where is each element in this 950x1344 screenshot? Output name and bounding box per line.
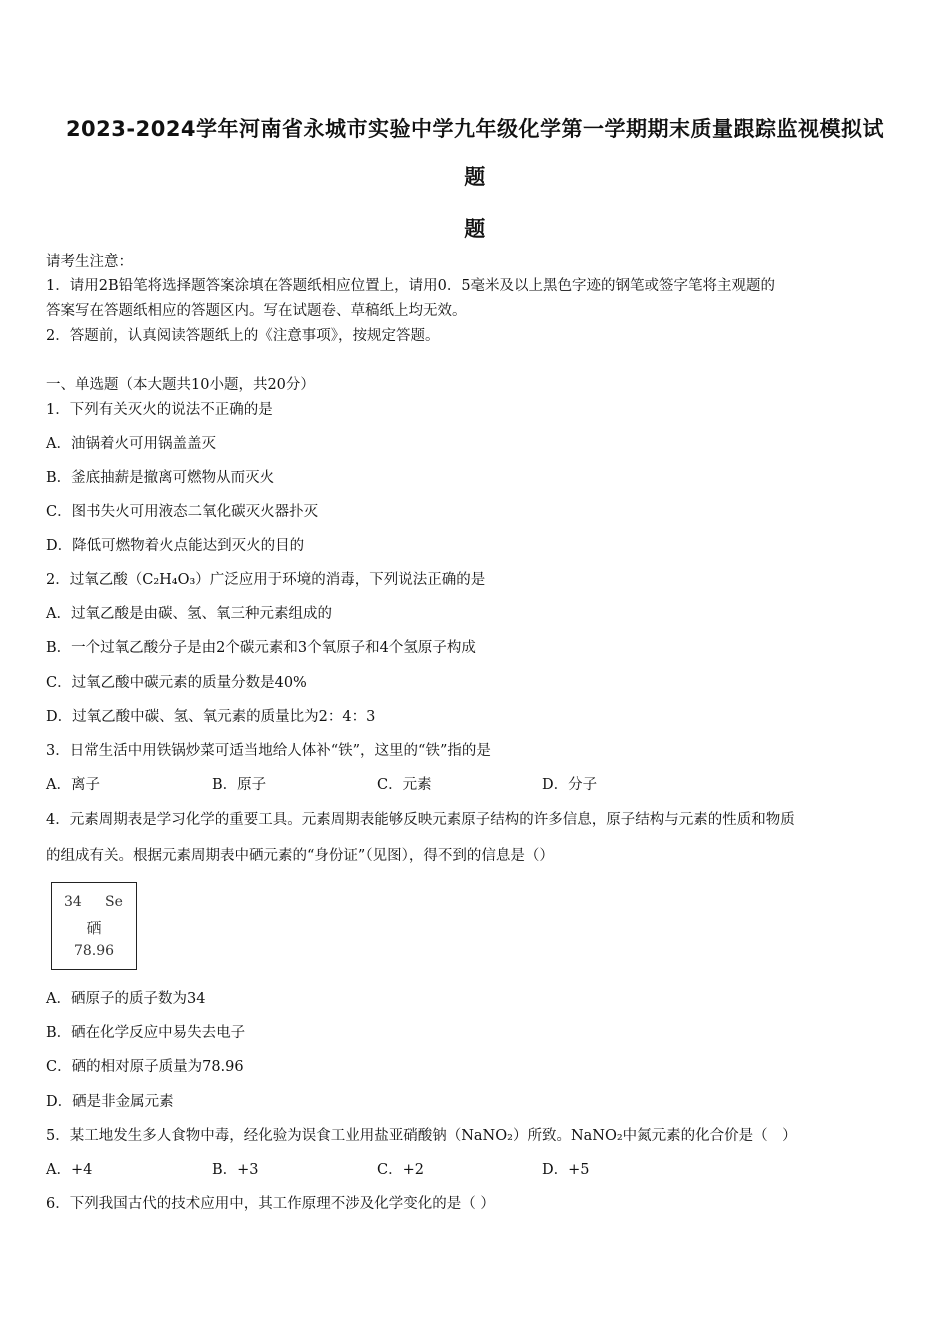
q3-option-b: B．原子 (212, 777, 267, 793)
q2-option-c: C．过氧乙酸中碳元素的质量分数是40% (46, 675, 307, 691)
notice-line-3: 2．答题前，认真阅读答题纸上的《注意事项》，按规定答题。 (46, 328, 440, 344)
exam-title-line1: 2023-2024学年河南省永城市实验中学九年级化学第一学期期末质量跟踪监视模拟试 (65, 117, 885, 141)
q1-option-c: C．图书失火可用液态二氧化碳灭火器扑灭 (46, 504, 319, 520)
q3-option-c: C．元素 (377, 777, 432, 793)
q5-option-a: A．+4 (46, 1162, 93, 1178)
q1-option-a: A．油锅着火可用锅盖盖灭 (46, 436, 216, 452)
q2-option-a: A．过氧乙酸是由碳、氢、氧三种元素组成的 (46, 606, 332, 622)
element-mass: 78.96 (73, 943, 115, 959)
q1-option-b: B．釜底抽薪是撤离可燃物从而灭火 (46, 470, 275, 486)
q3-option-d: D．分子 (542, 777, 598, 793)
q5-option-c: C．+2 (377, 1162, 424, 1178)
notice-line-2: 答案写在答题纸相应的答题区内。写在试题卷、草稿纸上均无效。 (46, 303, 467, 319)
q2-option-d: D．过氧乙酸中碳、氢、氧元素的质量比为2：4：3 (46, 709, 376, 725)
notice-heading: 请考生注意： (46, 254, 133, 270)
q4-option-a: A．硒原子的质子数为34 (46, 991, 206, 1007)
q5-stem: 5．某工地发生多人食物中毒，经化验为误食工业用盐亚硝酸钠（NaNO₂）所致。NaNO₂中氮元素的化合价是（ ） (46, 1128, 797, 1144)
element-symbol: Se (105, 894, 123, 910)
selenium-element-card (51, 882, 137, 970)
q1-stem: 1．下列有关灭火的说法不正确的是 (46, 402, 273, 418)
section-heading: 一、单选题（本大题共10小题，共20分） (46, 377, 315, 393)
element-name: 硒 (86, 919, 102, 937)
notice-line-1: 1．请用2B铅笔将选择题答案涂填在答题纸相应位置上，请用0．5毫米及以上黑色字迹的钢笔或签字笔将主观题的 (46, 278, 776, 294)
exam-title-line3: 题 (464, 217, 486, 241)
exam-title-line2: 题 (464, 165, 486, 189)
element-atomic-number: 34 (64, 894, 82, 910)
q4-stem-line1: 4．元素周期表是学习化学的重要工具。元素周期表能够反映元素原子结构的许多信息，原子结构与元素的性质和物质 (46, 812, 795, 828)
q6-stem: 6．下列我国古代的技术应用中，其工作原理不涉及化学变化的是（ ） (46, 1196, 495, 1212)
q3-option-a: A．离子 (46, 777, 100, 793)
q3-stem: 3．日常生活中用铁锅炒菜可适当地给人体补“铁”，这里的“铁”指的是 (46, 743, 491, 759)
q5-option-d: D．+5 (542, 1162, 590, 1178)
q1-option-d: D．降低可燃物着火点能达到灭火的目的 (46, 538, 305, 554)
q2-stem: 2．过氧乙酸（C₂H₄O₃）广泛应用于环境的消毒，下列说法正确的是 (46, 572, 486, 588)
q4-option-b: B．硒在化学反应中易失去电子 (46, 1025, 246, 1041)
q2-option-b: B．一个过氧乙酸分子是由2个碳元素和3个氧原子和4个氢原子构成 (46, 640, 476, 656)
q5-option-b: B．+3 (212, 1162, 259, 1178)
q4-option-d: D．硒是非金属元素 (46, 1094, 174, 1110)
q4-stem-line2: 的组成有关。根据元素周期表中硒元素的“身份证”（见图），得不到的信息是（） (46, 848, 554, 864)
q4-option-c: C．硒的相对原子质量为78.96 (46, 1059, 244, 1075)
